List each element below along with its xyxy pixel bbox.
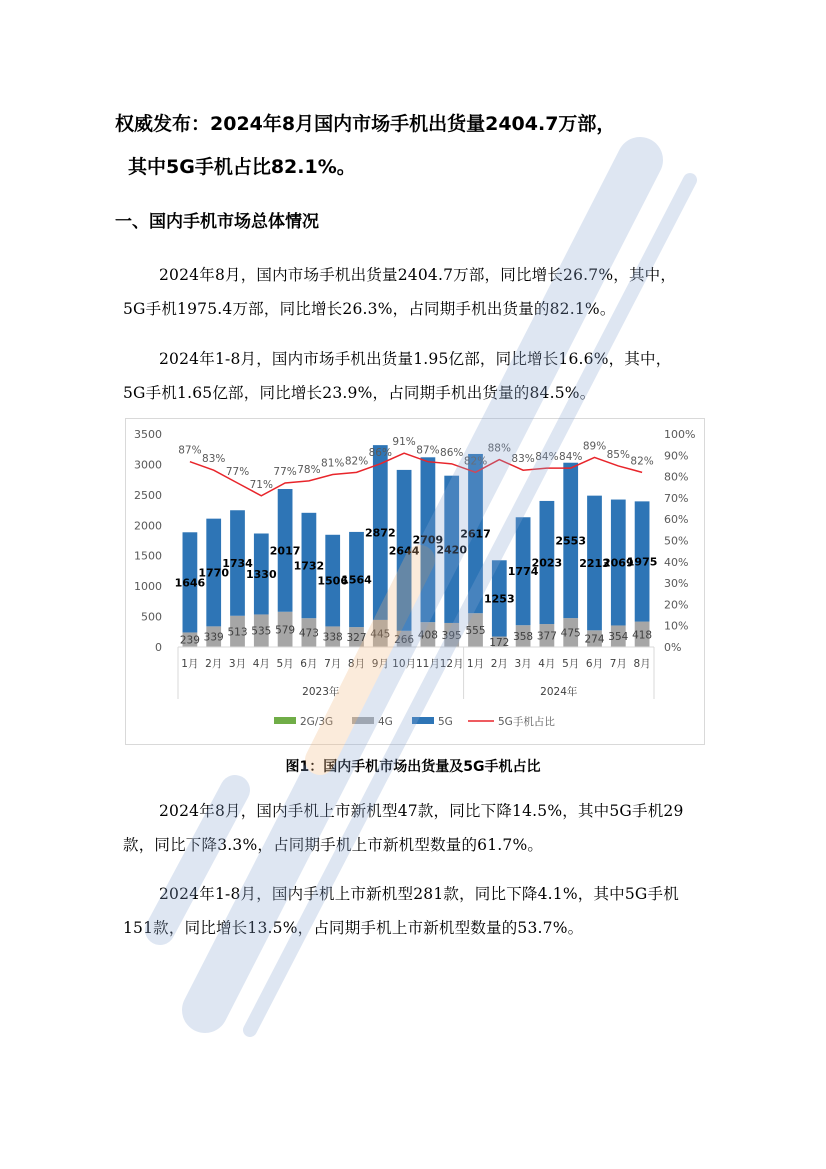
y2-tick-label: 80% — [664, 470, 689, 484]
data-label-5g: 1564 — [341, 573, 372, 587]
x-tick-label: 9月 — [371, 658, 389, 670]
x-tick-label: 4月 — [252, 658, 270, 670]
data-label-5g: 1770 — [198, 566, 230, 580]
paragraph-ytd-models: 2024年1-8月，国内手机上市新机型281款，同比下降4.1%，其中5G手机151款，同比增长13.5%，占同期手机上市新机型数量的53.7%。 — [123, 885, 679, 937]
y2-tick-label: 60% — [664, 513, 689, 527]
data-label-5g: 1330 — [245, 567, 277, 581]
x-tick-label: 11月 — [415, 658, 440, 670]
x-tick-label: 7月 — [324, 658, 342, 670]
x-tick-label: 8月 — [633, 658, 651, 670]
x-tick-label: 5月 — [276, 658, 294, 670]
share-data-label: 87% — [178, 444, 202, 457]
x-tick-label: 2月 — [490, 658, 508, 670]
legend-label: 5G — [438, 716, 453, 728]
data-label-4g: 239 — [179, 634, 200, 647]
share-data-label: 71% — [249, 478, 273, 491]
data-label-5g: 2709 — [412, 533, 444, 547]
y2-tick-label: 90% — [664, 449, 689, 463]
data-label-5g: 1975 — [626, 555, 658, 569]
y2-tick-label: 100% — [664, 428, 696, 441]
section-heading: 一、国内手机市场总体情况 — [115, 212, 319, 232]
x-tick-label: 2月 — [205, 658, 223, 670]
y2-tick-label: 20% — [664, 598, 689, 612]
data-label-4g: 473 — [298, 627, 319, 640]
data-label-4g: 339 — [203, 631, 224, 644]
share-data-label: 85% — [606, 448, 630, 461]
legend-swatch — [412, 717, 434, 724]
data-label-5g: 1646 — [174, 576, 206, 590]
figure-caption: 图1：国内手机市场出货量及5G手机占比 — [285, 759, 541, 775]
x-tick-label: 10月 — [392, 658, 417, 670]
data-label-4g: 535 — [251, 625, 272, 638]
year-group-label: 2024年 — [540, 686, 578, 698]
share-data-label: 81% — [321, 457, 345, 470]
data-label-5g: 2617 — [460, 527, 491, 541]
y-tick-label: 3000 — [134, 458, 162, 472]
data-label-5g: 2069 — [602, 556, 634, 570]
paragraph-august-models: 2024年8月，国内手机上市新机型47款，同比下降14.5%，其中5G手机29款，同比下降3.3%，占同期手机上市新机型数量的61.7%。 — [123, 802, 684, 854]
share-data-label: 83% — [511, 453, 535, 466]
y-tick-label: 1000 — [134, 580, 162, 594]
data-label-5g: 1506 — [317, 574, 349, 588]
data-label-4g: 338 — [322, 631, 343, 644]
legend-label: 2G/3G — [300, 716, 334, 728]
data-label-4g: 445 — [370, 628, 391, 641]
paragraph-ytd-shipments: 2024年1-8月，国内市场手机出货量1.95亿部，同比增长16.6%，其中，5G手机1.65亿部，同比增长23.9%，占同期手机出货量的84.5%。 — [123, 350, 672, 402]
x-tick-label: 6月 — [300, 658, 318, 670]
share-data-label: 82% — [463, 455, 488, 468]
x-tick-label: 1月 — [466, 658, 485, 670]
share-data-label: 82% — [630, 455, 654, 468]
data-label-5g: 1774 — [507, 565, 539, 579]
data-label-4g: 327 — [346, 632, 367, 645]
data-label-5g: 2553 — [555, 534, 587, 548]
data-label-4g: 172 — [489, 636, 510, 649]
data-label-4g: 408 — [417, 629, 438, 642]
paragraph-august-shipments: 2024年8月，国内市场手机出货量2404.7万部，同比增长26.7%，其中，5G手机1975.4万部，同比增长26.3%，占同期手机出货量的82.1%。 — [123, 266, 677, 318]
y-tick-label: 2500 — [134, 488, 162, 502]
data-label-5g: 2872 — [364, 526, 396, 540]
x-tick-label: 3月 — [228, 658, 247, 670]
y2-tick-label: 70% — [664, 491, 689, 505]
x-tick-label: 3月 — [514, 658, 532, 670]
document-title-line2: 其中5G手机占比82.1%。 — [128, 156, 356, 178]
share-data-label: 82% — [344, 455, 369, 468]
document-title-line1: 权威发布：2024年8月国内市场手机出货量2404.7万部， — [115, 113, 616, 135]
share-data-label: 84% — [559, 451, 583, 464]
y-tick-label: 500 — [141, 610, 162, 624]
share-data-label: 87% — [416, 444, 440, 457]
data-label-4g: 579 — [275, 624, 296, 637]
share-data-label: 86% — [440, 446, 464, 459]
x-tick-label: 4月 — [538, 658, 556, 670]
data-label-4g: 555 — [465, 625, 486, 638]
x-tick-label: 7月 — [609, 658, 627, 670]
year-group-label: 2023年 — [302, 686, 340, 698]
y2-tick-label: 0% — [664, 641, 682, 654]
data-label-5g: 2644 — [388, 544, 420, 558]
data-label-4g: 475 — [560, 627, 581, 640]
legend-label: 4G — [378, 716, 393, 728]
data-label-5g: 2023 — [531, 556, 563, 570]
share-data-label: 89% — [582, 440, 607, 453]
y2-tick-label: 10% — [664, 619, 689, 633]
y2-tick-label: 50% — [664, 534, 689, 548]
data-label-4g: 266 — [394, 633, 415, 646]
data-label-4g: 395 — [441, 629, 462, 642]
share-data-label: 86% — [368, 446, 392, 459]
legend-label: 5G手机占比 — [498, 716, 555, 728]
shipment-chart — [125, 418, 705, 745]
y-tick-label: 3500 — [134, 428, 162, 441]
x-tick-label: 1月 — [181, 658, 199, 670]
share-data-label: 84% — [535, 451, 559, 464]
x-tick-label: 12月 — [439, 658, 464, 670]
x-tick-label: 5月 — [562, 658, 580, 670]
y-tick-label: 0 — [155, 641, 162, 654]
data-label-4g: 354 — [608, 631, 629, 644]
data-label-5g: 2017 — [269, 544, 301, 558]
data-label-4g: 418 — [632, 629, 653, 642]
y-tick-label: 2000 — [134, 519, 162, 533]
legend-swatch — [352, 717, 374, 724]
share-data-label: 91% — [392, 436, 416, 449]
share-data-label: 77% — [273, 465, 297, 478]
share-data-label: 78% — [297, 463, 321, 476]
y-tick-label: 1500 — [134, 549, 162, 563]
y2-tick-label: 40% — [664, 555, 689, 569]
data-label-4g: 358 — [513, 631, 534, 644]
data-label-4g: 377 — [536, 630, 557, 643]
share-data-label: 83% — [202, 453, 226, 466]
share-data-label: 88% — [487, 442, 511, 455]
data-label-4g: 513 — [227, 626, 248, 639]
data-label-5g: 1732 — [293, 559, 325, 573]
data-label-5g: 1253 — [483, 592, 515, 606]
share-data-label: 77% — [225, 465, 250, 478]
x-tick-label: 8月 — [347, 658, 366, 670]
data-label-5g: 1734 — [222, 557, 253, 571]
data-label-5g: 2420 — [436, 543, 468, 557]
shipment-chart-svg — [126, 419, 704, 744]
data-label-4g: 274 — [584, 633, 605, 646]
legend-swatch — [274, 717, 296, 724]
data-label-5g: 2213 — [579, 556, 610, 570]
x-tick-label: 6月 — [585, 658, 604, 670]
y2-tick-label: 30% — [664, 577, 689, 591]
